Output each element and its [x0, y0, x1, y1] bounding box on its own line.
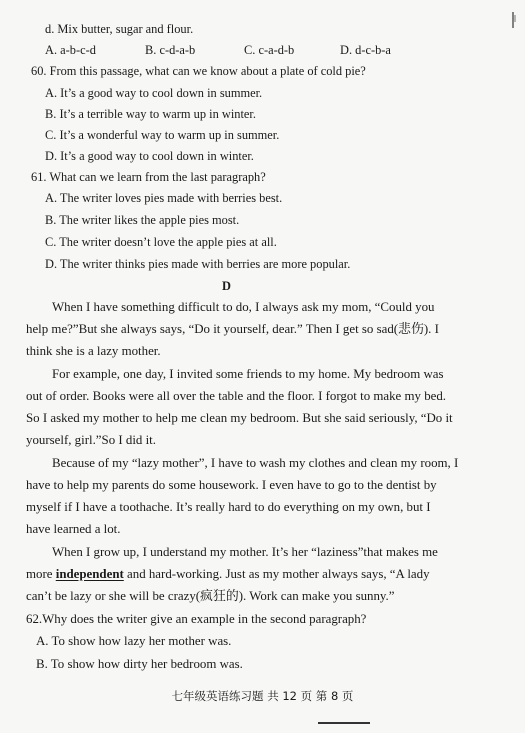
line-prefix: more [26, 567, 53, 581]
q61-option-c: C. The writer doesn’t love the apple pies at all. [45, 235, 277, 249]
passage-line: have to help my parents do some housework. I even have to go to the dentist by [26, 478, 437, 492]
q60-option-c: C. It’s a wonderful way to warm up in summer. [45, 128, 280, 142]
q60-option-b: B. It’s a terrible way to warm up in winter. [45, 107, 256, 121]
page-footer: 七年级英语练习题 共 12 页 第 8 页 [171, 689, 354, 703]
passage-line: yourself, girl.”So I did it. [26, 433, 156, 447]
q59-option-d: d. Mix butter, sugar and flour. [45, 22, 194, 36]
passage-line: So I asked my mother to help me clean my bedroom. But she said seriously, “Do it [26, 411, 453, 425]
passage-line: have learned a lot. [26, 522, 121, 536]
q59-choice-d: D. d-c-b-a [340, 43, 391, 57]
passage-line: out of order. Books were all over the table and the floor. I forgot to make my bed. [26, 389, 447, 403]
passage-line: When I have something difficult to do, I always ask my mom, “Could you [52, 300, 435, 314]
q62-option-b: B. To show how dirty her bedroom was. [36, 657, 243, 671]
q61-option-b: B. The writer likes the apple pies most. [45, 213, 240, 227]
page-edge-mark [511, 12, 517, 28]
passage-line: think she is a lazy mother. [26, 344, 161, 358]
keyword-independent: independent [55, 567, 124, 581]
q61-question: 61. What can we learn from the last paragraph? [31, 170, 266, 184]
passage-line: can’t be lazy or she will be crazy(疯狂的). Work can make you sunny.” [26, 589, 395, 603]
q60-option-a: A. It’s a good way to cool down in summer. [45, 86, 263, 100]
passage-line: help me?”But she always says, “Do it yourself, dear.” Then I get so sad(悲伤). I [26, 322, 439, 336]
section-heading: D [222, 279, 231, 293]
qr-code-edge [318, 722, 370, 733]
q59-choice-b: B. c-d-a-b [145, 43, 196, 57]
passage-line: myself if I have a toothache. It’s really hard to do everything on my own, but I [26, 500, 431, 514]
q61-option-a: A. The writer loves pies made with berries best. [45, 191, 283, 205]
passage-line: Because of my “lazy mother”, I have to wash my clothes and clean my room, I [52, 456, 459, 470]
q60-question: 60. From this passage, what can we know about a plate of cold pie? [31, 64, 366, 78]
line-rest: and hard-working. Just as my mother always says, “A lady [127, 567, 430, 581]
q59-choice-a: A. a-b-c-d [45, 43, 96, 57]
q61-option-d: D. The writer thinks pies made with berries are more popular. [45, 257, 351, 271]
q62-option-a: A. To show how lazy her mother was. [36, 634, 232, 648]
q60-option-d: D. It’s a good way to cool down in winter. [45, 149, 254, 163]
passage-line-with-keyword [26, 566, 430, 582]
passage-line: For example, one day, I invited some friends to my home. My bedroom was [52, 367, 444, 381]
q62-question: 62.Why does the writer give an example in the second paragraph? [26, 612, 367, 626]
q59-choice-c: C. c-a-d-b [244, 43, 295, 57]
passage-line: When I grow up, I understand my mother. It’s her “laziness”that makes me [52, 545, 438, 559]
